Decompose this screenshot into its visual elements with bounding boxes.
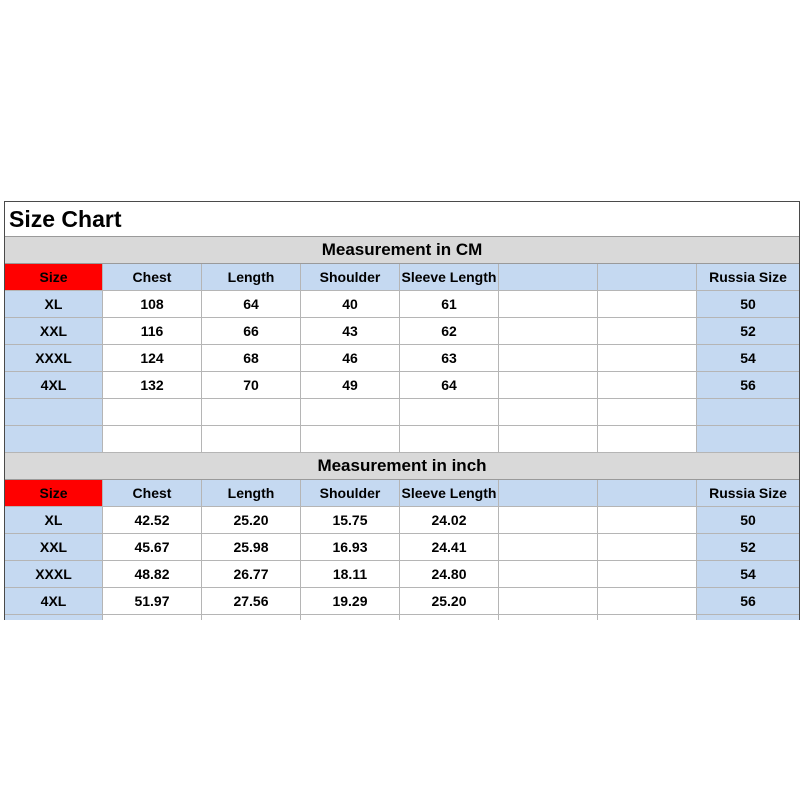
- table-cell: 15.75: [301, 507, 400, 534]
- table-cell: [301, 615, 400, 620]
- column-header: Chest: [103, 480, 202, 507]
- chart-title: Size Chart: [5, 202, 799, 237]
- table-cell: [598, 291, 697, 318]
- table-cell: [499, 318, 598, 345]
- section-heading: Measurement in inch: [5, 453, 799, 480]
- russia-size-cell: 54: [697, 561, 799, 588]
- russia-size-cell: [697, 399, 799, 426]
- russia-size-cell: 56: [697, 372, 799, 399]
- table-cell: [499, 399, 598, 426]
- russia-size-cell: 56: [697, 588, 799, 615]
- table-cell: 132: [103, 372, 202, 399]
- table-cell: [499, 345, 598, 372]
- table-cell: 24.02: [400, 507, 499, 534]
- table-cell: [499, 291, 598, 318]
- table-cell: 46: [301, 345, 400, 372]
- table-cell: [598, 318, 697, 345]
- size-cell: XXL: [5, 318, 103, 345]
- table-cell: 24.41: [400, 534, 499, 561]
- column-header: [499, 480, 598, 507]
- russia-size-cell: 52: [697, 318, 799, 345]
- table-cell: [202, 426, 301, 453]
- table-cell: [598, 372, 697, 399]
- table-cell: 48.82: [103, 561, 202, 588]
- russia-size-cell: 52: [697, 534, 799, 561]
- table-cell: [499, 507, 598, 534]
- table-cell: 25.20: [400, 588, 499, 615]
- table-cell: [499, 372, 598, 399]
- table-cell: [499, 615, 598, 620]
- table-row: [5, 426, 799, 453]
- table-cell: 64: [400, 372, 499, 399]
- table-cell: 40: [301, 291, 400, 318]
- table-cell: [499, 426, 598, 453]
- table-cell: [598, 345, 697, 372]
- size-cell: [5, 426, 103, 453]
- russia-size-cell: 50: [697, 291, 799, 318]
- table-header-row: [5, 480, 799, 507]
- table-row: [5, 318, 799, 345]
- table-row: [5, 561, 799, 588]
- table-row: [5, 507, 799, 534]
- column-header: Shoulder: [301, 480, 400, 507]
- table-cell: 108: [103, 291, 202, 318]
- table-cell: 66: [202, 318, 301, 345]
- table-cell: 124: [103, 345, 202, 372]
- table-row: [5, 588, 799, 615]
- column-header: [598, 264, 697, 291]
- table-cell: [400, 615, 499, 620]
- table-cell: [202, 615, 301, 620]
- table-cell: [598, 588, 697, 615]
- table-cell: [103, 399, 202, 426]
- russia-size-column-header: Russia Size: [697, 480, 799, 507]
- table-cell: [598, 561, 697, 588]
- column-header: Shoulder: [301, 264, 400, 291]
- column-header: Sleeve Length: [400, 264, 499, 291]
- table-row: [5, 534, 799, 561]
- table-cell: [103, 426, 202, 453]
- table-cell: [499, 588, 598, 615]
- section-heading: Measurement in CM: [5, 237, 799, 264]
- russia-size-cell: [697, 426, 799, 453]
- size-cell: XXL: [5, 534, 103, 561]
- table-cell: 42.52: [103, 507, 202, 534]
- table-cell: 61: [400, 291, 499, 318]
- table-cell: 45.67: [103, 534, 202, 561]
- size-chart-table: [4, 201, 800, 620]
- russia-size-cell: 54: [697, 345, 799, 372]
- table-cell: [202, 399, 301, 426]
- column-header: Length: [202, 264, 301, 291]
- size-column-header: Size: [5, 264, 103, 291]
- table-row: [5, 399, 799, 426]
- table-cell: 64: [202, 291, 301, 318]
- table-cell: 26.77: [202, 561, 301, 588]
- sections-container: [5, 237, 799, 620]
- russia-size-cell: 50: [697, 507, 799, 534]
- size-cell: 4XL: [5, 372, 103, 399]
- table-cell: 19.29: [301, 588, 400, 615]
- table-cell: [400, 399, 499, 426]
- column-header: Length: [202, 480, 301, 507]
- table-row: [5, 615, 799, 620]
- table-cell: 25.98: [202, 534, 301, 561]
- russia-size-cell: [697, 615, 799, 620]
- table-header-row: [5, 264, 799, 291]
- size-cell: 4XL: [5, 588, 103, 615]
- table-cell: 27.56: [202, 588, 301, 615]
- table-cell: [301, 399, 400, 426]
- table-cell: 24.80: [400, 561, 499, 588]
- size-cell: XL: [5, 507, 103, 534]
- table-cell: 49: [301, 372, 400, 399]
- size-cell: [5, 615, 103, 620]
- table-cell: [301, 426, 400, 453]
- size-cell: XXXL: [5, 561, 103, 588]
- table-cell: 62: [400, 318, 499, 345]
- column-header: Sleeve Length: [400, 480, 499, 507]
- table-cell: [499, 561, 598, 588]
- size-cell: [5, 399, 103, 426]
- table-cell: 16.93: [301, 534, 400, 561]
- table-cell: 63: [400, 345, 499, 372]
- column-header: [499, 264, 598, 291]
- table-row: [5, 345, 799, 372]
- table-cell: [598, 615, 697, 620]
- table-cell: [598, 399, 697, 426]
- table-cell: [598, 426, 697, 453]
- column-header: [598, 480, 697, 507]
- table-row: [5, 372, 799, 399]
- table-cell: 25.20: [202, 507, 301, 534]
- table-row: [5, 291, 799, 318]
- table-cell: [499, 534, 598, 561]
- table-cell: 51.97: [103, 588, 202, 615]
- table-cell: [598, 534, 697, 561]
- table-cell: 18.11: [301, 561, 400, 588]
- table-cell: 116: [103, 318, 202, 345]
- russia-size-column-header: Russia Size: [697, 264, 799, 291]
- table-cell: [400, 426, 499, 453]
- size-cell: XXXL: [5, 345, 103, 372]
- table-cell: [103, 615, 202, 620]
- table-cell: 68: [202, 345, 301, 372]
- table-cell: 43: [301, 318, 400, 345]
- table-cell: 70: [202, 372, 301, 399]
- size-cell: XL: [5, 291, 103, 318]
- table-cell: [598, 507, 697, 534]
- size-column-header: Size: [5, 480, 103, 507]
- column-header: Chest: [103, 264, 202, 291]
